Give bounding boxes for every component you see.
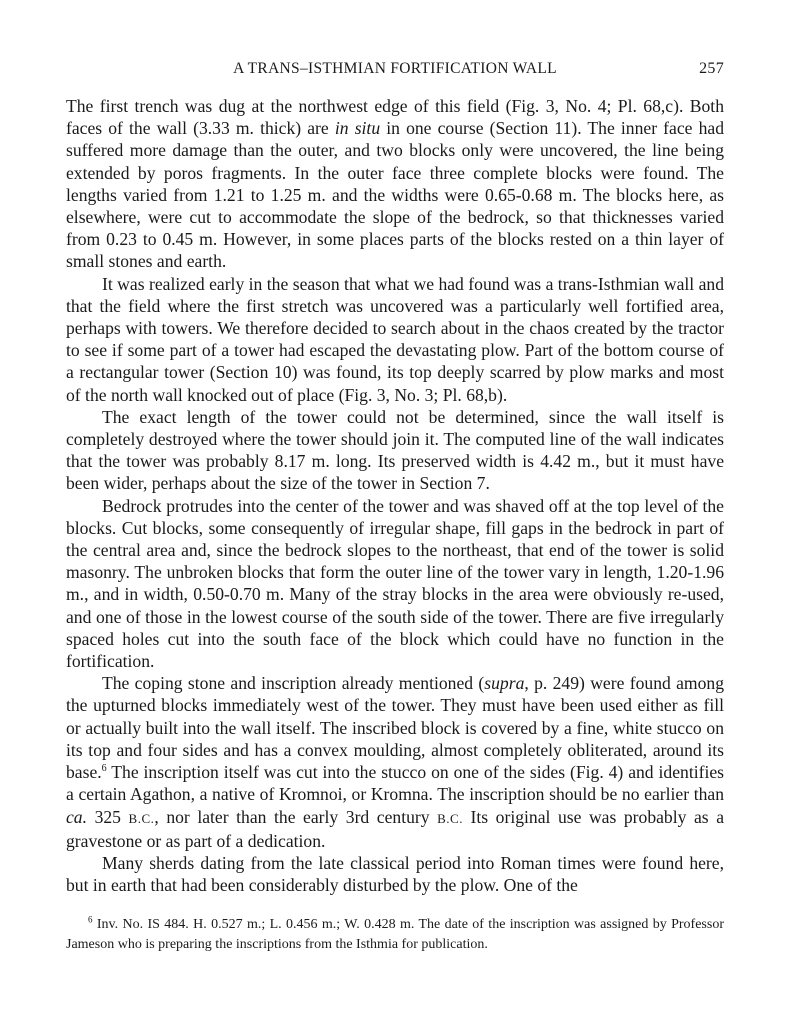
body-text [66,95,724,896]
running-header [66,60,724,82]
paragraph-6: Many sherds dating from the late classical period into Roman times were found here, but in earth that had been considerably disturbed by the plow. One of the [66,852,724,896]
footnote-text: Inv. No. IS 484. H. 0.527 m.; L. 0.456 m.; W. 0.428 m. The date of the inscription was assigned by Professor Jameson who is preparing the inscriptions from the Isthmia for publication. [66,917,724,952]
italic-term: in situ [334,118,381,139]
paragraph-1: The first trench was dug at the northwest edge of this field (Fig. 3, No. 4; Pl. 68,c). Both faces of the wall (3.33 m. thick) are in situ in one course (Section 11). The inner face had suffered more damage than the outer, and two blocks only were uncovered, the line being extended by poros fragments. In the outer face three complete blocks were found. The lengths varied from 1.21 to 1.25 m. and the widths were 0.65-0.68 m. The blocks here, as elsewhere, were cut to accommodate the slope of the bedrock, so that thicknesses varied from 0.23 to 0.45 m. However, in some places parts of the blocks rested on a thin layer of small stones and earth. [66,96,725,272]
page-number: 257 [699,60,724,77]
footnote [66,915,724,955]
footnote-number: 6 [88,914,93,925]
era-abbreviation: B.C. [437,810,463,826]
italic-term: supra [484,673,525,694]
paragraph-5: The coping stone and inscription already mentioned (supra, p. 249) were found among the upturned blocks immediately west of the tower. They must have been used either as fill or actually built into the wall itself. The inscribed block is covered by a fine, white stucco on its top and four sides and has a convex moulding, almost completely obliterated, around its base.$^6$ The inscription itself was cut into the stucco on one of the sides (Fig. 4) and identifies a certain Agathon, a native of Kromnoi, or Kromna. The inscription should be no earlier than ca. 325 B.C., nor later than the early 3rd century B.C. Its original use was probably as a gravestone or as part of a dedication. [66,673,725,851]
paragraph-4: Bedrock protrudes into the center of the tower and was shaved off at the top level of the blocks. Cut blocks, some consequently of irregular shape, fill gaps in the bedrock in part of the central area and, since the bedrock slopes to the northeast, that end of the tower is solid masonry. The unbroken blocks that form the outer line of the tower vary in length, 1.20-1.96 m., and in width, 0.50-0.70 m. Many of the stray blocks in the area were obviously re-used, and one of those in the lowest course of the south side of the tower. There are five irregularly spaced holes cut into the south face of the block which could have no function in the fortification. [66,495,724,672]
paragraph-3: The exact length of the tower could not be determined, since the wall itself is completely destroyed where the tower should join it. The computed line of the wall indicates that the tower was probably 8.17 m. long. Its preserved width is 4.42 m., but it must have been wider, perhaps about the size of the tower in Section 7. [66,406,724,494]
era-abbreviation: B.C. [128,810,155,826]
running-title: A TRANS–ISTHMIAN FORTIFICATION WALL [233,60,557,77]
paragraph-2: It was realized early in the season that what we had found was a trans-Isthmian wall and that the field where the first stretch was uncovered was a particularly well fortified area, perhaps with towers. We therefore decided to search about in the chaos created by the tractor to see if some part of a tower had escaped the devastating plow. Part of the bottom course of a rectangular tower (Section 10) was found, its top deeply scarred by plow marks and most of the north wall knocked out of place (Fig. 3, No. 3; Pl. 68,b). [66,273,724,405]
italic-term: ca. [66,806,88,827]
footnote-reference: 6 [101,763,107,775]
